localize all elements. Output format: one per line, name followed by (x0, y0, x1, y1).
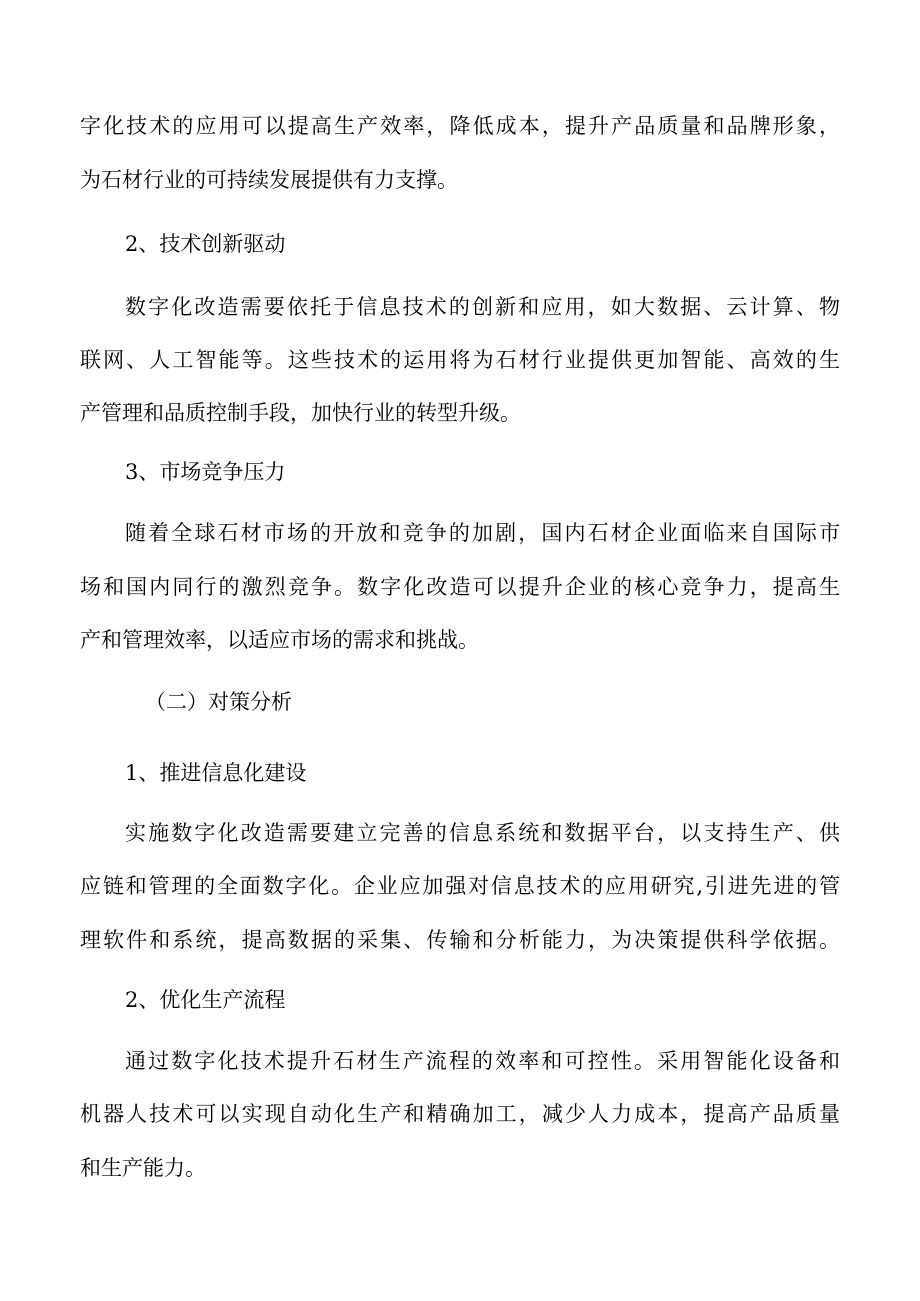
section-heading: 2、优化生产流程 (125, 988, 286, 1012)
paragraph-line: 为石材行业的可持续发展提供有力支撑。 (80, 168, 458, 192)
section-heading: 3、市场竞争压力 (125, 460, 286, 484)
paragraph-line: 和生产能力。 (80, 1156, 206, 1180)
paragraph-line: 场和国内同行的激烈竞争。数字化改造可以提升企业的核心竞争力，提高生 (80, 575, 840, 599)
section-heading: （二）对策分析 (145, 690, 292, 714)
paragraph-line: 机器人技术可以实现自动化生产和精确加工，减少人力成本，提高产品质量 (80, 1102, 840, 1126)
paragraph-line: 联网、人工智能等。这些技术的运用将为石材行业提供更加智能、高效的生 (80, 348, 840, 372)
paragraph-line: 理软件和系统，提高数据的采集、传输和分析能力，为决策提供科学依据。 (80, 928, 840, 952)
paragraph-line: 产管理和品质控制手段，加快行业的转型升级。 (80, 401, 521, 425)
paragraph-line: 产和管理效率，以适应市场的需求和挑战。 (80, 628, 479, 652)
paragraph-line: 随着全球石材市场的开放和竞争的加剧，国内石材企业面临来自国际市 (125, 521, 840, 545)
paragraph-line: 应链和管理的全面数字化。企业应加强对信息技术的应用研究,引进先进的管 (80, 874, 840, 898)
paragraph-line: 实施数字化改造需要建立完善的信息系统和数据平台，以支持生产、供 (125, 821, 840, 845)
paragraph-line: 通过数字化技术提升石材生产流程的效率和可控性。采用智能化设备和 (125, 1049, 840, 1073)
paragraph-line: 字化技术的应用可以提高生产效率，降低成本，提升产品质量和品牌形象， (80, 114, 840, 138)
paragraph-line: 数字化改造需要依托于信息技术的创新和应用，如大数据、云计算、物 (125, 295, 840, 319)
section-heading: 2、技术创新驱动 (125, 232, 286, 256)
section-heading: 1、推进信息化建设 (125, 761, 307, 785)
